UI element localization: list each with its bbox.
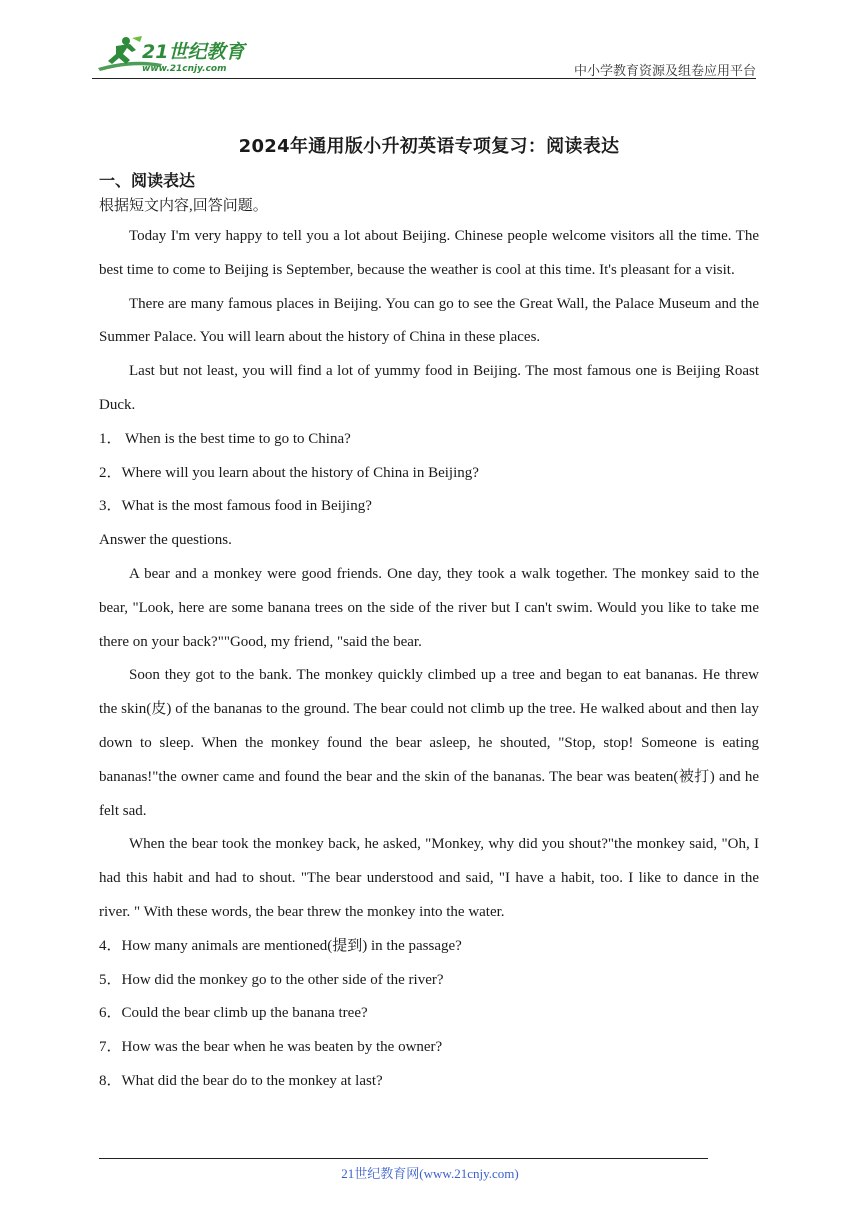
question-8: 8．What did the bear do to the monkey at last? bbox=[99, 1072, 383, 1089]
passage2-paragraph: Soon they got to the bank. The monkey quickly climbed up a tree and began to eat bananas. He threw the skin(皮) of the bananas to the ground. The bear could not climb up the tree. He walked about and then lay down to sleep. When the monkey found the bear asleep, he shouted, "Stop, stop! Someone is eating bananas!"the owner came and found the bear and the skin of the bananas. The bear was beaten(被打) and he felt sad. bbox=[99, 667, 759, 819]
passage2-instruction: Answer the questions. bbox=[99, 532, 232, 549]
header-platform-text: 中小学教育资源及组卷应用平台 bbox=[573, 64, 756, 79]
question-2: 2．Where will you learn about the history of China in Beijing? bbox=[99, 464, 479, 481]
passage1-paragraph: Today I'm very happy to tell you a lot about Beijing. Chinese people welcome visitors all the time. The best time to come to Beijing is September, because the weather is cool at this time. It's pleasant for a visit. bbox=[99, 228, 759, 278]
page-header bbox=[92, 30, 756, 80]
passage2-paragraph: When the bear took the monkey back, he asked, "Monkey, why did you shout?"the monkey said, "Oh, I had this habit and had to shout. "The bear understood and said, "I have a habit, too. I like to dance in the river. " With these words, the bear threw the monkey into the water. bbox=[99, 836, 759, 920]
question-5: 5．How did the monkey go to the other side of the river? bbox=[99, 971, 444, 988]
question-7: 7．How was the bear when he was beaten by the owner? bbox=[99, 1039, 443, 1056]
logo-url: www.21cnjy.com bbox=[142, 64, 227, 74]
question-6: 6．Could the bear climb up the banana tree? bbox=[99, 1005, 368, 1022]
question-1: 1． When is the best time to go to China? bbox=[99, 430, 351, 447]
document-body bbox=[99, 126, 759, 1099]
passage2-paragraph: A bear and a monkey were good friends. One day, they took a walk together. The monkey said to the bear, "Look, here are some banana trees on the side of the river but I can't swim. Would you like to take me there on your back?""Good, my friend, "said the bear. bbox=[99, 565, 759, 650]
logo-21cnjy bbox=[92, 34, 262, 76]
footer-link[interactable]: 21世纪教育网(www.21cnjy.com) bbox=[341, 1166, 519, 1181]
passage1-paragraph: Last but not least, you will find a lot of yummy food in Beijing. The most famous one is Beijing Roast Duck. bbox=[99, 363, 759, 413]
section-heading: 一、阅读表达 bbox=[99, 171, 196, 190]
question-3: 3．What is the most famous food in Beijing? bbox=[99, 498, 372, 515]
document-title: 2024年通用版小升初英语专项复习：阅读表达 bbox=[238, 136, 620, 157]
header-divider bbox=[92, 78, 756, 79]
footer-divider bbox=[99, 1158, 708, 1159]
question-4: 4．How many animals are mentioned(提到) in the passage? bbox=[99, 937, 462, 954]
passage1-paragraph: There are many famous places in Beijing. You can go to see the Great Wall, the Palace Museum and the Summer Palace. You will learn about the history of China in these places. bbox=[99, 295, 759, 346]
passage1-instruction: 根据短文内容,回答问题。 bbox=[99, 198, 268, 214]
logo-text: 21世纪教育 bbox=[142, 41, 245, 63]
